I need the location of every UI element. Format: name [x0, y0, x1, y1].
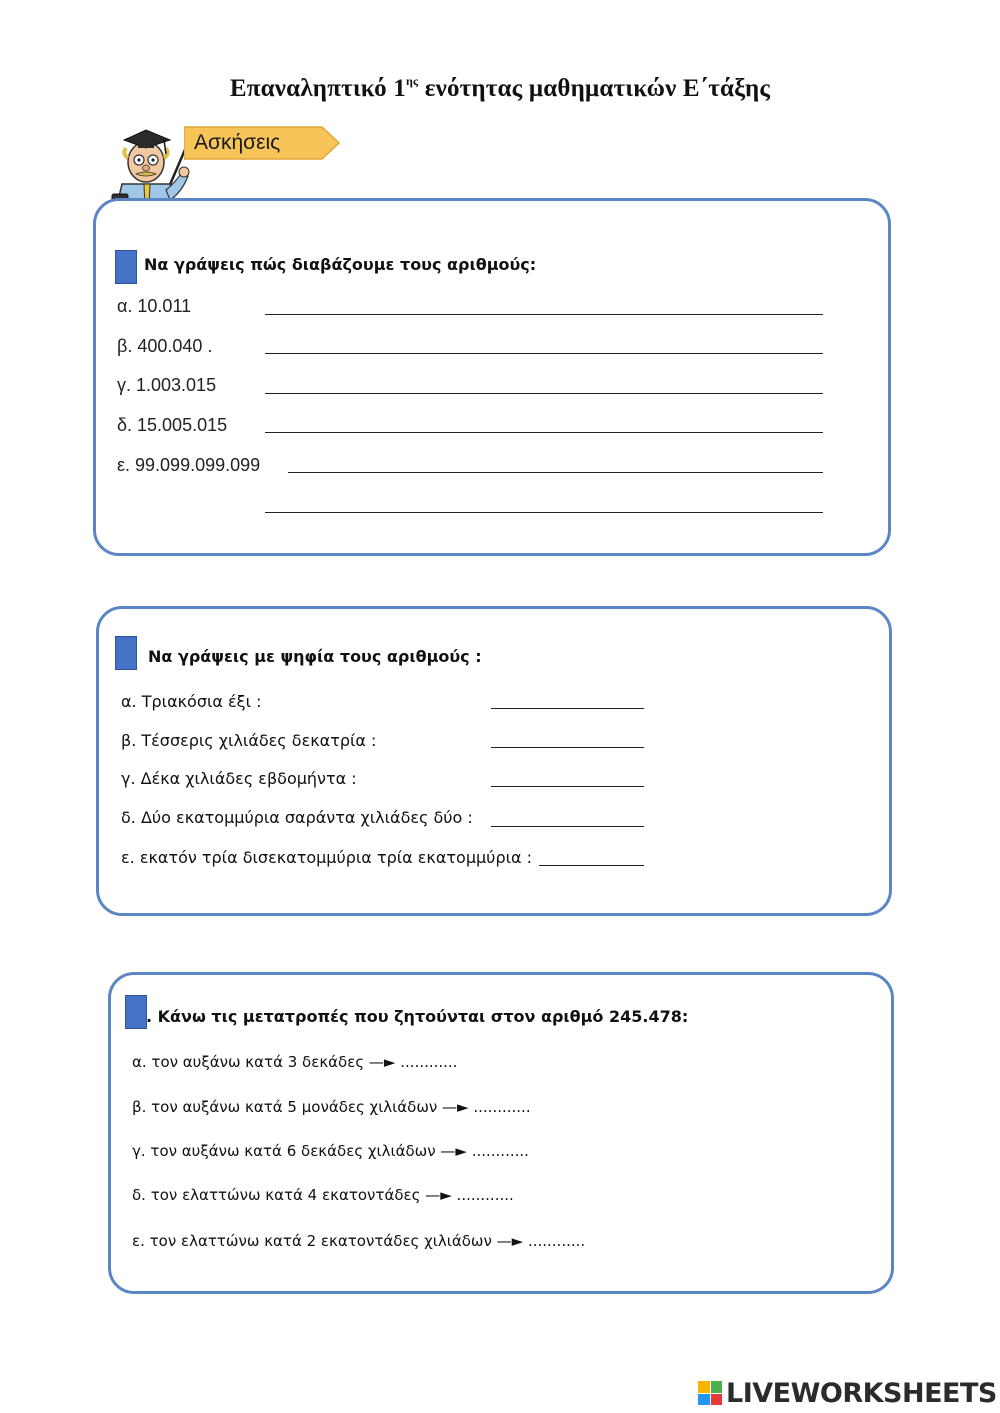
answer-blank[interactable]: ............ [471, 1142, 529, 1160]
exercise-item [132, 1186, 514, 1204]
section-heading: Να γράψεις με ψηφία τους αριθμούς : [148, 647, 482, 666]
exercise-item [132, 1053, 457, 1071]
answer-blank[interactable]: ............ [456, 1186, 514, 1204]
section-marker [115, 636, 137, 670]
exercise-item: γ. Δέκα χιλιάδες εβδομήντα : [121, 769, 357, 788]
arrow-right-icon: —► [425, 1186, 452, 1204]
answer-line[interactable] [491, 786, 644, 787]
answer-line[interactable] [265, 512, 823, 513]
exercise-text: γ. τον αυξάνω κατά 6 δεκάδες χιλιάδων [132, 1142, 436, 1160]
exercises-banner-label: Ασκήσεις [194, 131, 281, 154]
exercise-text: ε. τον ελαττώνω κατά 2 εκατοντάδες χιλιάδων [132, 1232, 492, 1250]
section-marker [115, 250, 137, 284]
exercise-item: δ. 15.005.015 [117, 415, 228, 435]
exercise-item: β. 400.040 . [117, 336, 213, 356]
answer-line[interactable] [491, 708, 644, 709]
arrow-right-icon: —► [442, 1098, 469, 1116]
exercise-item: α. 10.011 [117, 296, 192, 316]
arrow-right-icon: —► [440, 1142, 467, 1160]
liveworksheets-logo-icon [698, 1381, 722, 1405]
exercise-text: α. τον αυξάνω κατά 3 δεκάδες [132, 1053, 365, 1071]
exercise-item: α. Τριακόσια έξι : [121, 692, 262, 711]
exercise-text: δ. τον ελαττώνω κατά 4 εκατοντάδες [132, 1186, 421, 1204]
section-marker [125, 995, 147, 1029]
answer-line[interactable] [491, 826, 644, 827]
section-heading: Να γράψεις πώς διαβάζουμε τους αριθμούς: [144, 255, 537, 274]
exercise-text: β. τον αυξάνω κατά 5 μονάδες χιλιάδων [132, 1098, 438, 1116]
exercise-item [132, 1232, 585, 1250]
arrow-right-icon: —► [496, 1232, 524, 1250]
answer-line[interactable] [539, 865, 644, 866]
answer-line[interactable] [265, 314, 823, 315]
section-heading: . Κάνω τις μετατροπές που ζητούνται στον αριθμό 245.478: [146, 1007, 689, 1026]
exercise-item: γ. 1.003.015 [117, 375, 217, 395]
arrow-right-icon: —► [368, 1053, 396, 1071]
exercise-item: β. Τέσσερις χιλιάδες δεκατρία : [121, 731, 377, 750]
answer-line[interactable] [265, 432, 823, 433]
answer-line[interactable] [288, 472, 823, 473]
answer-line[interactable] [491, 747, 644, 748]
watermark-text: LIVEWORKSHEETS [726, 1377, 997, 1409]
liveworksheets-watermark [698, 1376, 997, 1410]
answer-blank[interactable]: ............ [473, 1098, 531, 1116]
exercise-item [132, 1098, 531, 1116]
answer-blank[interactable]: ............ [400, 1053, 458, 1071]
answer-blank[interactable]: ............ [527, 1232, 586, 1250]
exercise-item: δ. Δύο εκατομμύρια σαράντα χιλιάδες δύο : [121, 808, 473, 827]
page-title: Επαναληπτικό $1^{\eta\varsigma}$ ενότητας μαθηματικών Ε΄τάξης [229, 74, 771, 102]
answer-line[interactable] [265, 353, 823, 354]
exercise-item: ε. 99.099.099.099 [117, 455, 261, 475]
answer-line[interactable] [265, 393, 823, 394]
exercise-item [132, 1142, 529, 1160]
exercise-item: ε. εκατόν τρία δισεκατομμύρια τρία εκατομμύρια : [121, 848, 533, 867]
